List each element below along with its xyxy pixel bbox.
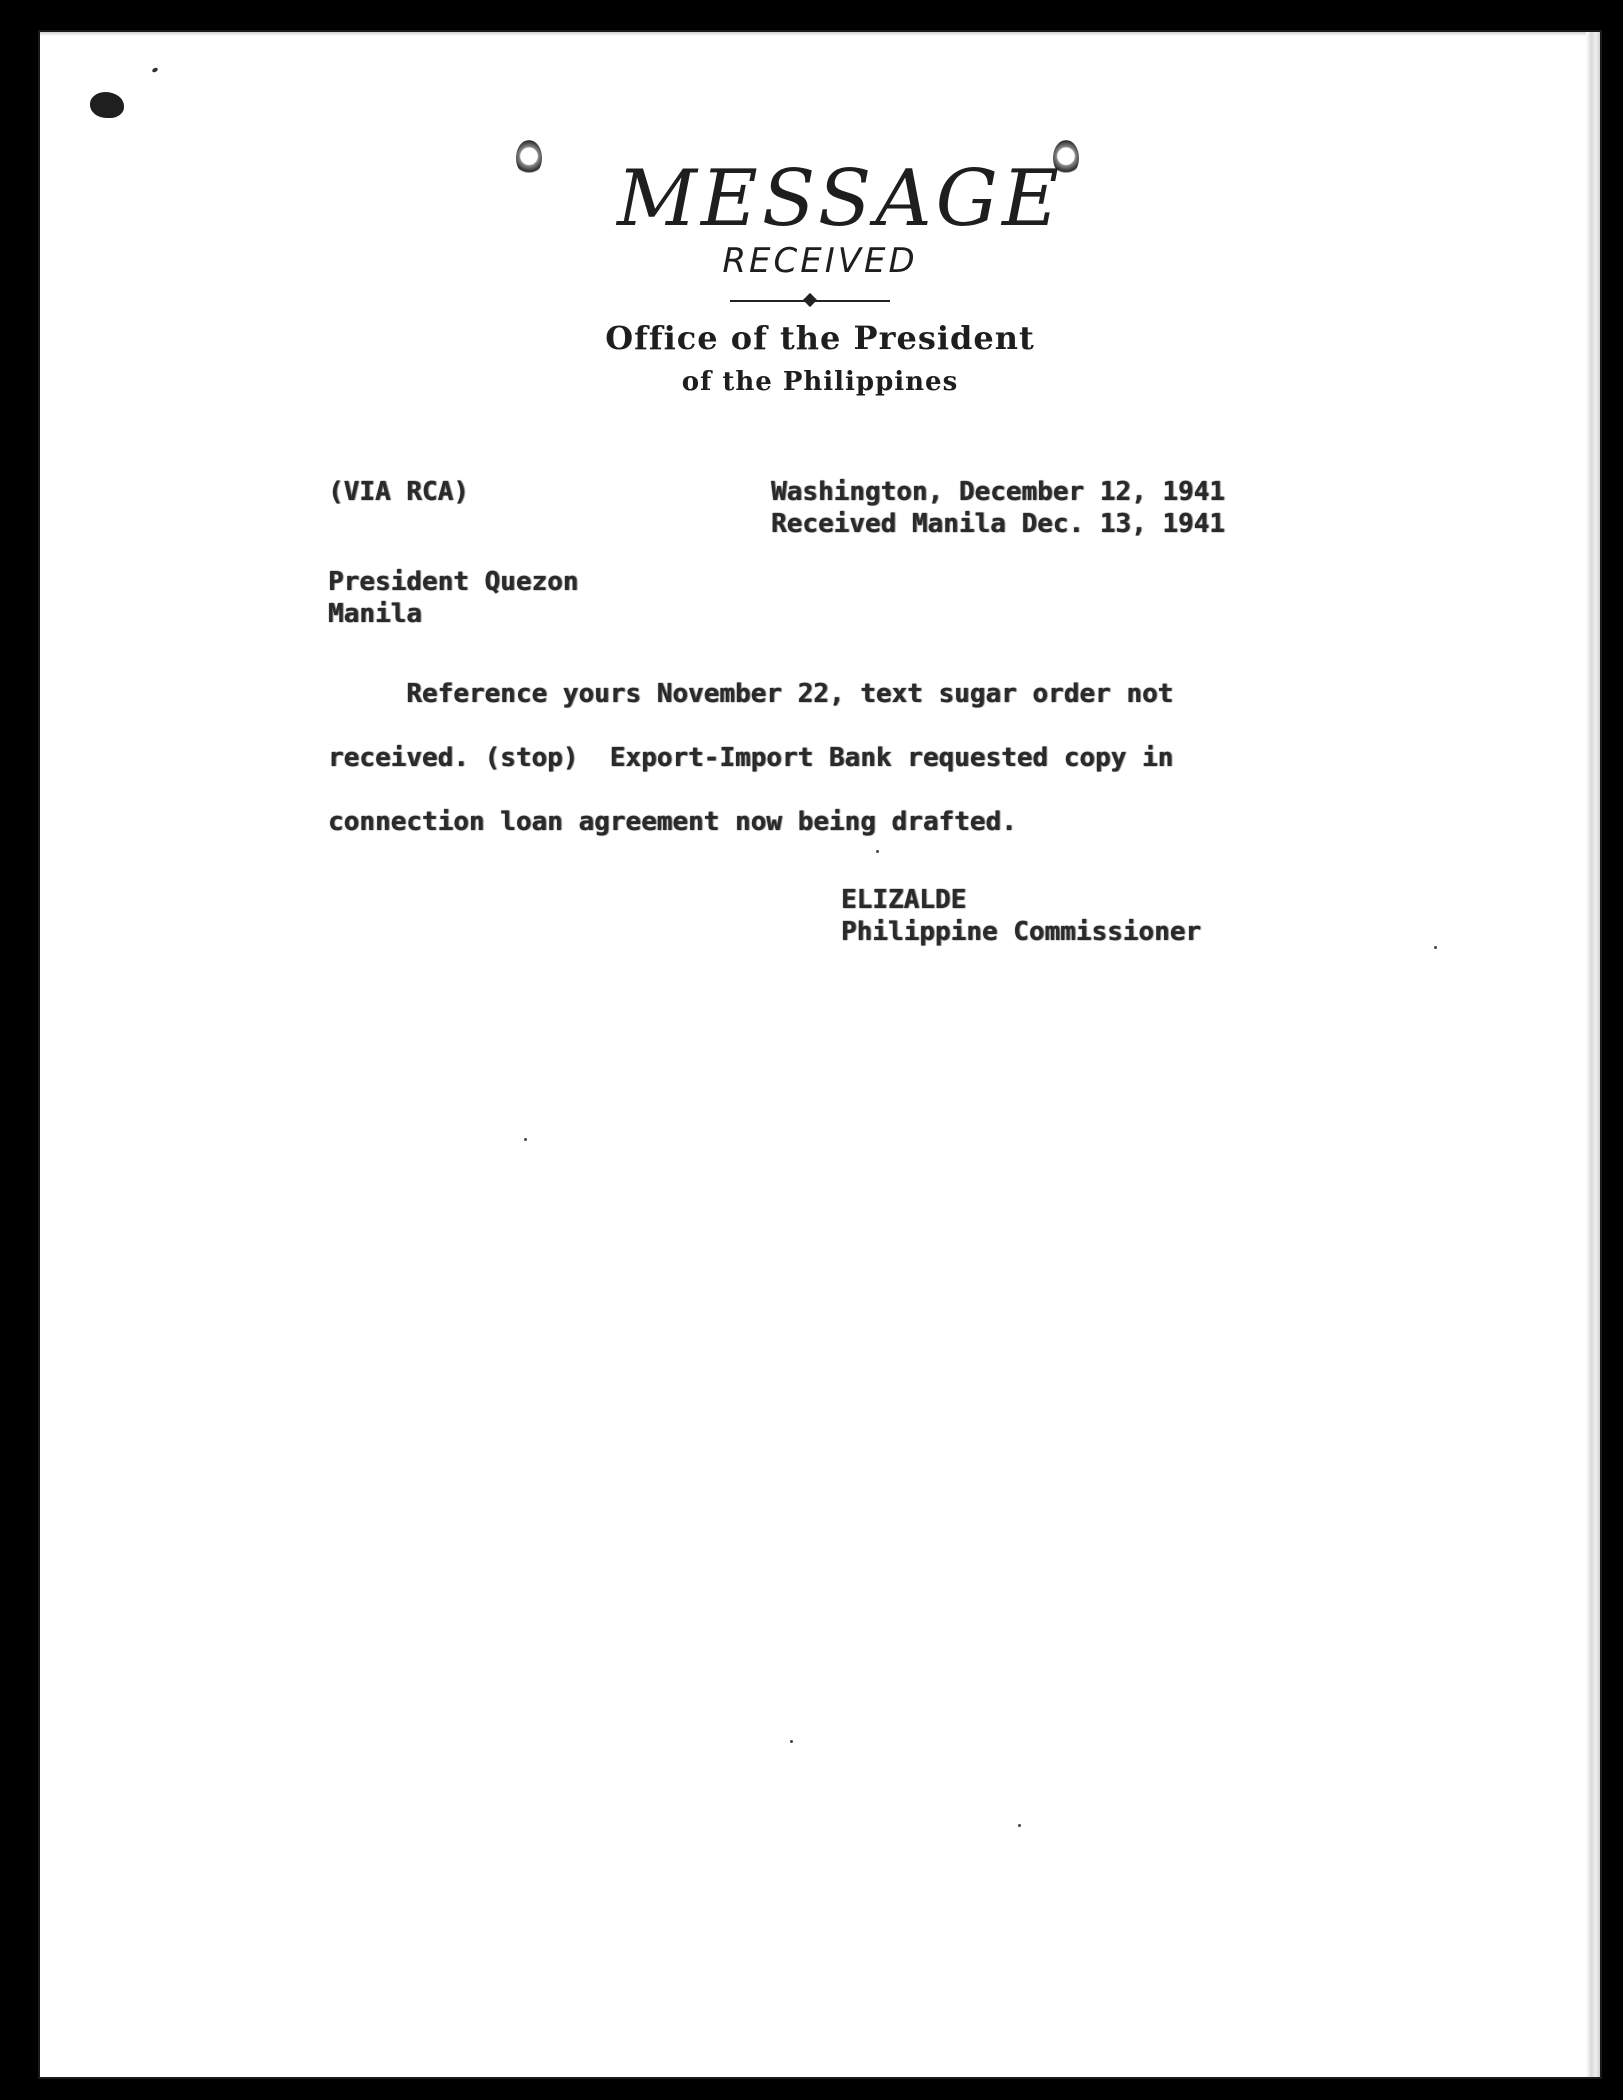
signature-block <box>841 884 1201 948</box>
dateline <box>771 476 1225 540</box>
letterhead-subtitle: RECEIVED <box>722 241 918 281</box>
paper-speck <box>1018 1824 1021 1827</box>
addressee-location: Manila <box>328 599 422 629</box>
signatory-title: Philippine Commissioner <box>841 917 1202 947</box>
letterhead-title: MESSAGE <box>617 154 1063 244</box>
office-country: of the Philippines <box>681 367 959 397</box>
addressee-block <box>328 566 578 630</box>
signatory-name: ELIZALDE <box>841 885 967 915</box>
origin-date: Washington, December 12, 1941 <box>771 477 1225 507</box>
paper-top-edge <box>40 32 1600 36</box>
ink-blot <box>90 92 124 118</box>
paper-speck <box>524 1138 527 1141</box>
addressee-name: President Quezon <box>328 567 579 597</box>
document-page <box>40 32 1600 2077</box>
ink-speck <box>151 67 158 73</box>
body-line: received. (stop) Export-Import Bank requested copy in <box>328 743 1174 773</box>
divider-diamond-ornament <box>803 293 817 307</box>
received-date: Received Manila Dec. 13, 1941 <box>771 509 1225 539</box>
office-name: Office of the President <box>605 319 1035 357</box>
paper-speck <box>1434 946 1437 949</box>
message-body <box>328 662 1173 854</box>
transmission-method: (VIA RCA) <box>328 477 469 507</box>
paper-speck <box>876 850 879 853</box>
body-line: connection loan agreement now being drafted. <box>328 807 1017 837</box>
paper-speck <box>790 1740 793 1743</box>
body-line: Reference yours November 22, text sugar order not <box>328 679 1174 709</box>
